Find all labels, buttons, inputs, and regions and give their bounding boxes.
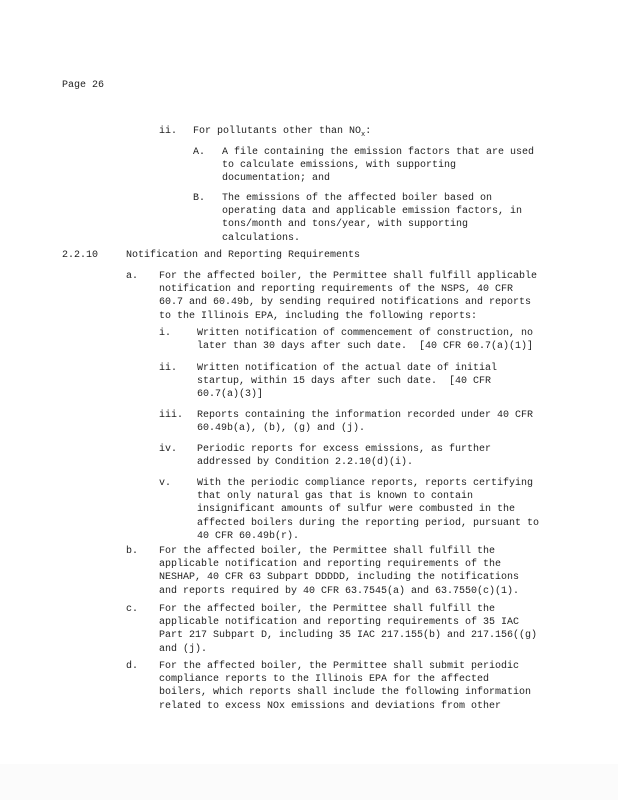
paragraph-text: Written notification of the actual date of initial startup, within 15 days after such date. [40 CFR 60.7(a)(3)]: [197, 363, 498, 401]
item-number: ii.: [159, 363, 178, 374]
paragraph-text: For pollutants other than $NO_x$:: [193, 126, 372, 139]
paragraph-text: For the affected boiler, the Permittee shall fulfill applicable notification and reporting requirements of the NSPS, 40 CFR 60.7 and 60.49b, by sending required notifications and reports to the Illinois EPA, including the following reports:: [159, 271, 538, 322]
item-number: A.: [193, 147, 206, 158]
page-bottom-margin: [0, 764, 618, 800]
item-number: iii.: [159, 410, 184, 421]
item-number: ii.: [159, 126, 178, 137]
item-number: iv.: [159, 444, 178, 455]
paragraph-text: For the affected boiler, the Permittee shall fulfill the applicable notification and reporting requirements of the NESHAP, 40 CFR 63 Subpart DDDDD, including the notifications and reports required by 40 CFR 63.7545(a) and 63.7550(c)(1).: [159, 546, 520, 597]
item-number: v.: [159, 478, 172, 489]
item-number: a.: [126, 271, 139, 282]
paragraph-text: For the affected boiler, the Permittee shall submit periodic compliance reports to the Illinois EPA for the affected boilers, which reports shall include the following information related to excess NOx emissions and deviations from other: [159, 661, 532, 712]
item-number: B.: [193, 193, 206, 204]
item-number: c.: [126, 604, 139, 615]
item-number: b.: [126, 546, 139, 557]
page-header: Page 26: [62, 80, 105, 91]
paragraph-text: With the periodic compliance reports, reports certifying that only natural gas that is known to contain insignificant amounts of sulfur were combusted in the affected boilers during the reporting period, pursuant to 40 CFR 60.49b(r).: [197, 478, 540, 542]
condition-number: 2.2.10: [62, 250, 99, 261]
condition-title: Notification and Reporting Requirements: [126, 250, 361, 261]
paragraph-text: For the affected boiler, the Permittee shall fulfill the applicable notification and reporting requirements of 35 IAC Part 217 Subpart D, including 35 IAC 217.155(b) and 217.156((g) and (j).: [159, 604, 538, 655]
paragraph-text: The emissions of the affected boiler based on operating data and applicable emission factors, in tons/month and tons/year, with supporting calculations.: [222, 193, 523, 244]
paragraph-text: A file containing the emission factors that are used to calculate emissions, with supporting documentation; and: [222, 147, 535, 185]
paragraph-text: Periodic reports for excess emissions, as further addressed by Condition 2.2.10(d)(i).: [197, 444, 492, 469]
item-number: i.: [159, 328, 172, 339]
item-number: d.: [126, 661, 139, 672]
paragraph-text: Written notification of commencement of construction, no later than 30 days after such date. [40 CFR 60.7(a)(1)]: [197, 328, 534, 353]
paragraph-text: Reports containing the information recorded under 40 CFR 60.49b(a), (b), (g) and (j).: [197, 410, 534, 435]
